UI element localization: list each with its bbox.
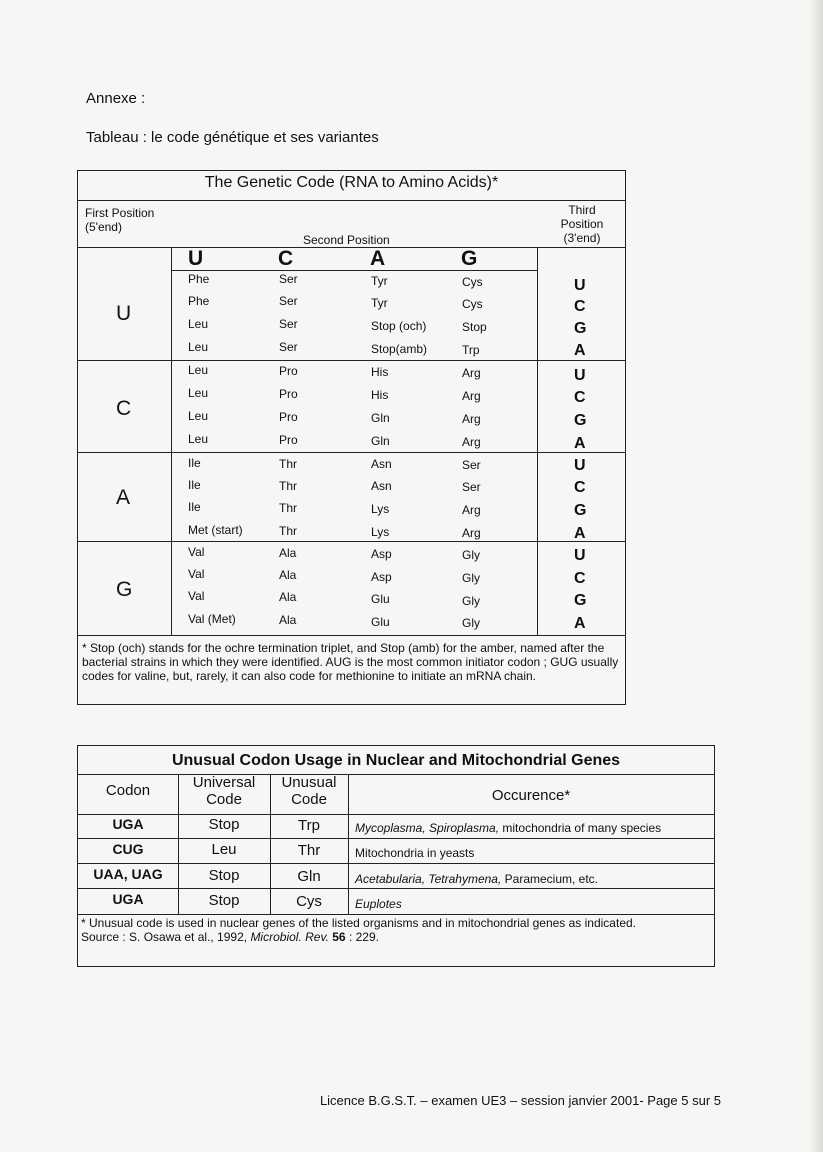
codon-cell: Asp xyxy=(371,547,392,561)
codon-cell: Phe xyxy=(188,272,210,286)
codon-cell: Arg xyxy=(462,366,481,380)
codon-cell: Leu xyxy=(188,409,209,423)
third-letter: C xyxy=(574,570,586,587)
codon-cell: Ala xyxy=(279,568,297,582)
second-position-label: Second Position xyxy=(303,233,390,247)
codon-cell: Ser xyxy=(279,317,298,331)
first-position-label: First Position (5'end) xyxy=(85,206,155,234)
codon-cell: Leu xyxy=(188,432,209,446)
codon-cell: Ala xyxy=(279,590,297,604)
codon-cell: Stop (och) xyxy=(371,319,427,333)
codon-cell: Gln xyxy=(371,434,390,448)
universal-code-cell: Leu xyxy=(211,841,237,858)
divider xyxy=(78,452,625,453)
codon-cell: UAA, UAG xyxy=(93,866,163,882)
divider xyxy=(78,635,625,636)
divider xyxy=(78,774,714,775)
codon-cell: Tyr xyxy=(371,296,388,310)
third-letter: C xyxy=(574,298,586,315)
codon-cell: Pro xyxy=(279,410,298,424)
unusual-code-cell: Cys xyxy=(296,893,322,910)
occurence-cell: Acetabularia, Tetrahymena, Paramecium, etc. xyxy=(355,872,599,886)
codon-cell: Met (start) xyxy=(188,523,243,537)
source-citation: Source : S. Osawa et al., 1992, Microbiol. Rev. 56 : 229. xyxy=(81,930,379,944)
codon-cell: Leu xyxy=(188,386,209,400)
codon-cell: Leu xyxy=(188,317,209,331)
codon-cell: Ser xyxy=(279,272,298,286)
codon-cell: UGA xyxy=(112,891,144,907)
col-header-codon: Codon xyxy=(105,782,151,799)
universal-code-cell: Stop xyxy=(208,867,240,884)
third-letter: U xyxy=(574,367,586,384)
third-letter: U xyxy=(574,277,586,294)
divider xyxy=(78,863,714,864)
codon-cell: Gly xyxy=(462,616,480,630)
divider xyxy=(537,247,538,635)
universal-code-cell: Stop xyxy=(208,892,240,909)
unusual-code-cell: Trp xyxy=(298,817,320,834)
codon-cell: Stop xyxy=(462,320,487,334)
divider xyxy=(171,270,537,271)
divider xyxy=(171,247,172,635)
third-position-label: Third Position (3'end) xyxy=(560,203,604,245)
third-letter: G xyxy=(574,502,587,519)
divider xyxy=(78,247,625,248)
page-footer: Licence B.G.S.T. – examen UE3 – session janvier 2001- Page 5 sur 5 xyxy=(319,1093,721,1108)
third-letter: A xyxy=(574,615,586,632)
codon-cell: Ile xyxy=(188,500,201,514)
divider xyxy=(78,200,625,201)
third-letter: G xyxy=(574,320,587,337)
codon-cell: Ile xyxy=(188,478,201,492)
codon-cell: Ala xyxy=(279,613,297,627)
occurence-cell: Euplotes xyxy=(355,897,402,911)
codon-cell: Lys xyxy=(371,525,390,539)
codon-cell: Glu xyxy=(371,615,390,629)
codon-cell: Lys xyxy=(371,502,390,516)
occurence-cell: Mycoplasma, Spiroplasma, mitochondria of many species xyxy=(355,821,662,835)
third-letter: A xyxy=(574,435,586,452)
codon-cell: Pro xyxy=(279,433,298,447)
codon-cell: His xyxy=(371,365,389,379)
codon-cell: Glu xyxy=(371,592,390,606)
codon-cell: Arg xyxy=(462,503,481,517)
codon-cell: Asn xyxy=(371,457,392,471)
first-letter-g: G xyxy=(116,578,133,601)
codon-cell: Cys xyxy=(462,297,483,311)
codon-cell: Arg xyxy=(462,526,481,540)
codon-cell: Stop(amb) xyxy=(371,342,428,356)
third-letter: A xyxy=(574,342,586,359)
third-letter: C xyxy=(574,389,586,406)
codon-cell: Thr xyxy=(279,524,297,538)
codon-cell: Gln xyxy=(371,411,390,425)
third-letter: G xyxy=(574,592,587,609)
codon-cell: Cys xyxy=(462,275,483,289)
divider xyxy=(78,888,714,889)
codon-cell: Val xyxy=(188,567,205,581)
universal-code-cell: Stop xyxy=(208,816,240,833)
third-letter: U xyxy=(574,547,586,564)
codon-cell: Leu xyxy=(188,363,209,377)
codon-cell: Ala xyxy=(279,546,297,560)
second-letter-c: C xyxy=(278,247,294,270)
genetic-code-footnote: * Stop (och) stands for the ochre termination triplet, and Stop (amb) for the amber, named after the bacterial strains in which they were identified. AUG is the most common initiator codon ; GUG usually codes for valine, but, rarely, it can also code for methionine to initiate an mRNA chain. xyxy=(82,641,619,683)
second-letter-u: U xyxy=(188,247,204,270)
footnote-text: * Unusual code is used in nuclear genes of the listed organisms and in mitochondrial genes as indicated. xyxy=(81,916,636,930)
codon-cell: Thr xyxy=(279,501,297,515)
divider xyxy=(78,838,714,839)
codon-cell: Ser xyxy=(279,340,298,354)
unusual-code-cell: Gln xyxy=(297,868,321,885)
codon-cell: Ser xyxy=(279,294,298,308)
occurence-cell: Mitochondria in yeasts xyxy=(355,846,475,860)
codon-cell: Pro xyxy=(279,364,298,378)
codon-cell: Arg xyxy=(462,435,481,449)
unusual-code-cell: Thr xyxy=(297,842,321,859)
unusual-codon-footnote xyxy=(81,916,711,944)
codon-cell: Tyr xyxy=(371,274,388,288)
codon-cell: Thr xyxy=(279,479,297,493)
codon-cell: CUG xyxy=(112,841,144,857)
codon-cell: Asn xyxy=(371,479,392,493)
second-letter-g: G xyxy=(461,247,478,270)
second-letter-a: A xyxy=(370,247,386,270)
divider xyxy=(78,541,625,542)
col-header-occurence: Occurence* xyxy=(491,787,571,804)
divider xyxy=(78,914,714,915)
codon-cell: Gly xyxy=(462,594,480,608)
codon-cell: UGA xyxy=(112,816,144,832)
codon-cell: Val xyxy=(188,589,205,603)
codon-cell: Thr xyxy=(279,457,297,471)
genetic-code-title: The Genetic Code (RNA to Amino Acids)* xyxy=(204,174,499,191)
codon-cell: Trp xyxy=(462,343,480,357)
codon-cell: Gly xyxy=(462,571,480,585)
genetic-code-table xyxy=(77,170,626,705)
third-letter: C xyxy=(574,479,586,496)
codon-cell: Arg xyxy=(462,412,481,426)
col-header-unusual: Unusual Code xyxy=(281,774,337,808)
codon-cell: Gly xyxy=(462,548,480,562)
col-header-universal: Universal Code xyxy=(192,774,256,808)
codon-cell: His xyxy=(371,388,389,402)
third-letter: A xyxy=(574,525,586,542)
codon-cell: Asp xyxy=(371,570,392,584)
codon-cell: Leu xyxy=(188,340,209,354)
codon-cell: Val xyxy=(188,545,205,559)
table-caption: Tableau : le code génétique et ses variantes xyxy=(86,129,379,146)
first-letter-u: U xyxy=(116,302,132,325)
unusual-codon-title: Unusual Codon Usage in Nuclear and Mitochondrial Genes xyxy=(171,752,621,769)
annexe-heading: Annexe : xyxy=(86,90,146,107)
third-letter: G xyxy=(574,412,587,429)
divider xyxy=(78,814,714,815)
divider xyxy=(78,360,625,361)
codon-cell: Arg xyxy=(462,389,481,403)
codon-cell: Ile xyxy=(188,456,201,470)
page-edge-shadow xyxy=(809,0,823,1152)
third-letter: U xyxy=(574,457,586,474)
unusual-codon-table xyxy=(77,745,715,967)
codon-cell: Val (Met) xyxy=(188,612,236,626)
first-letter-a: A xyxy=(116,486,131,509)
codon-cell: Pro xyxy=(279,387,298,401)
codon-cell: Ser xyxy=(462,458,481,472)
first-letter-c: C xyxy=(116,397,132,420)
codon-cell: Phe xyxy=(188,294,210,308)
codon-cell: Ser xyxy=(462,480,481,494)
